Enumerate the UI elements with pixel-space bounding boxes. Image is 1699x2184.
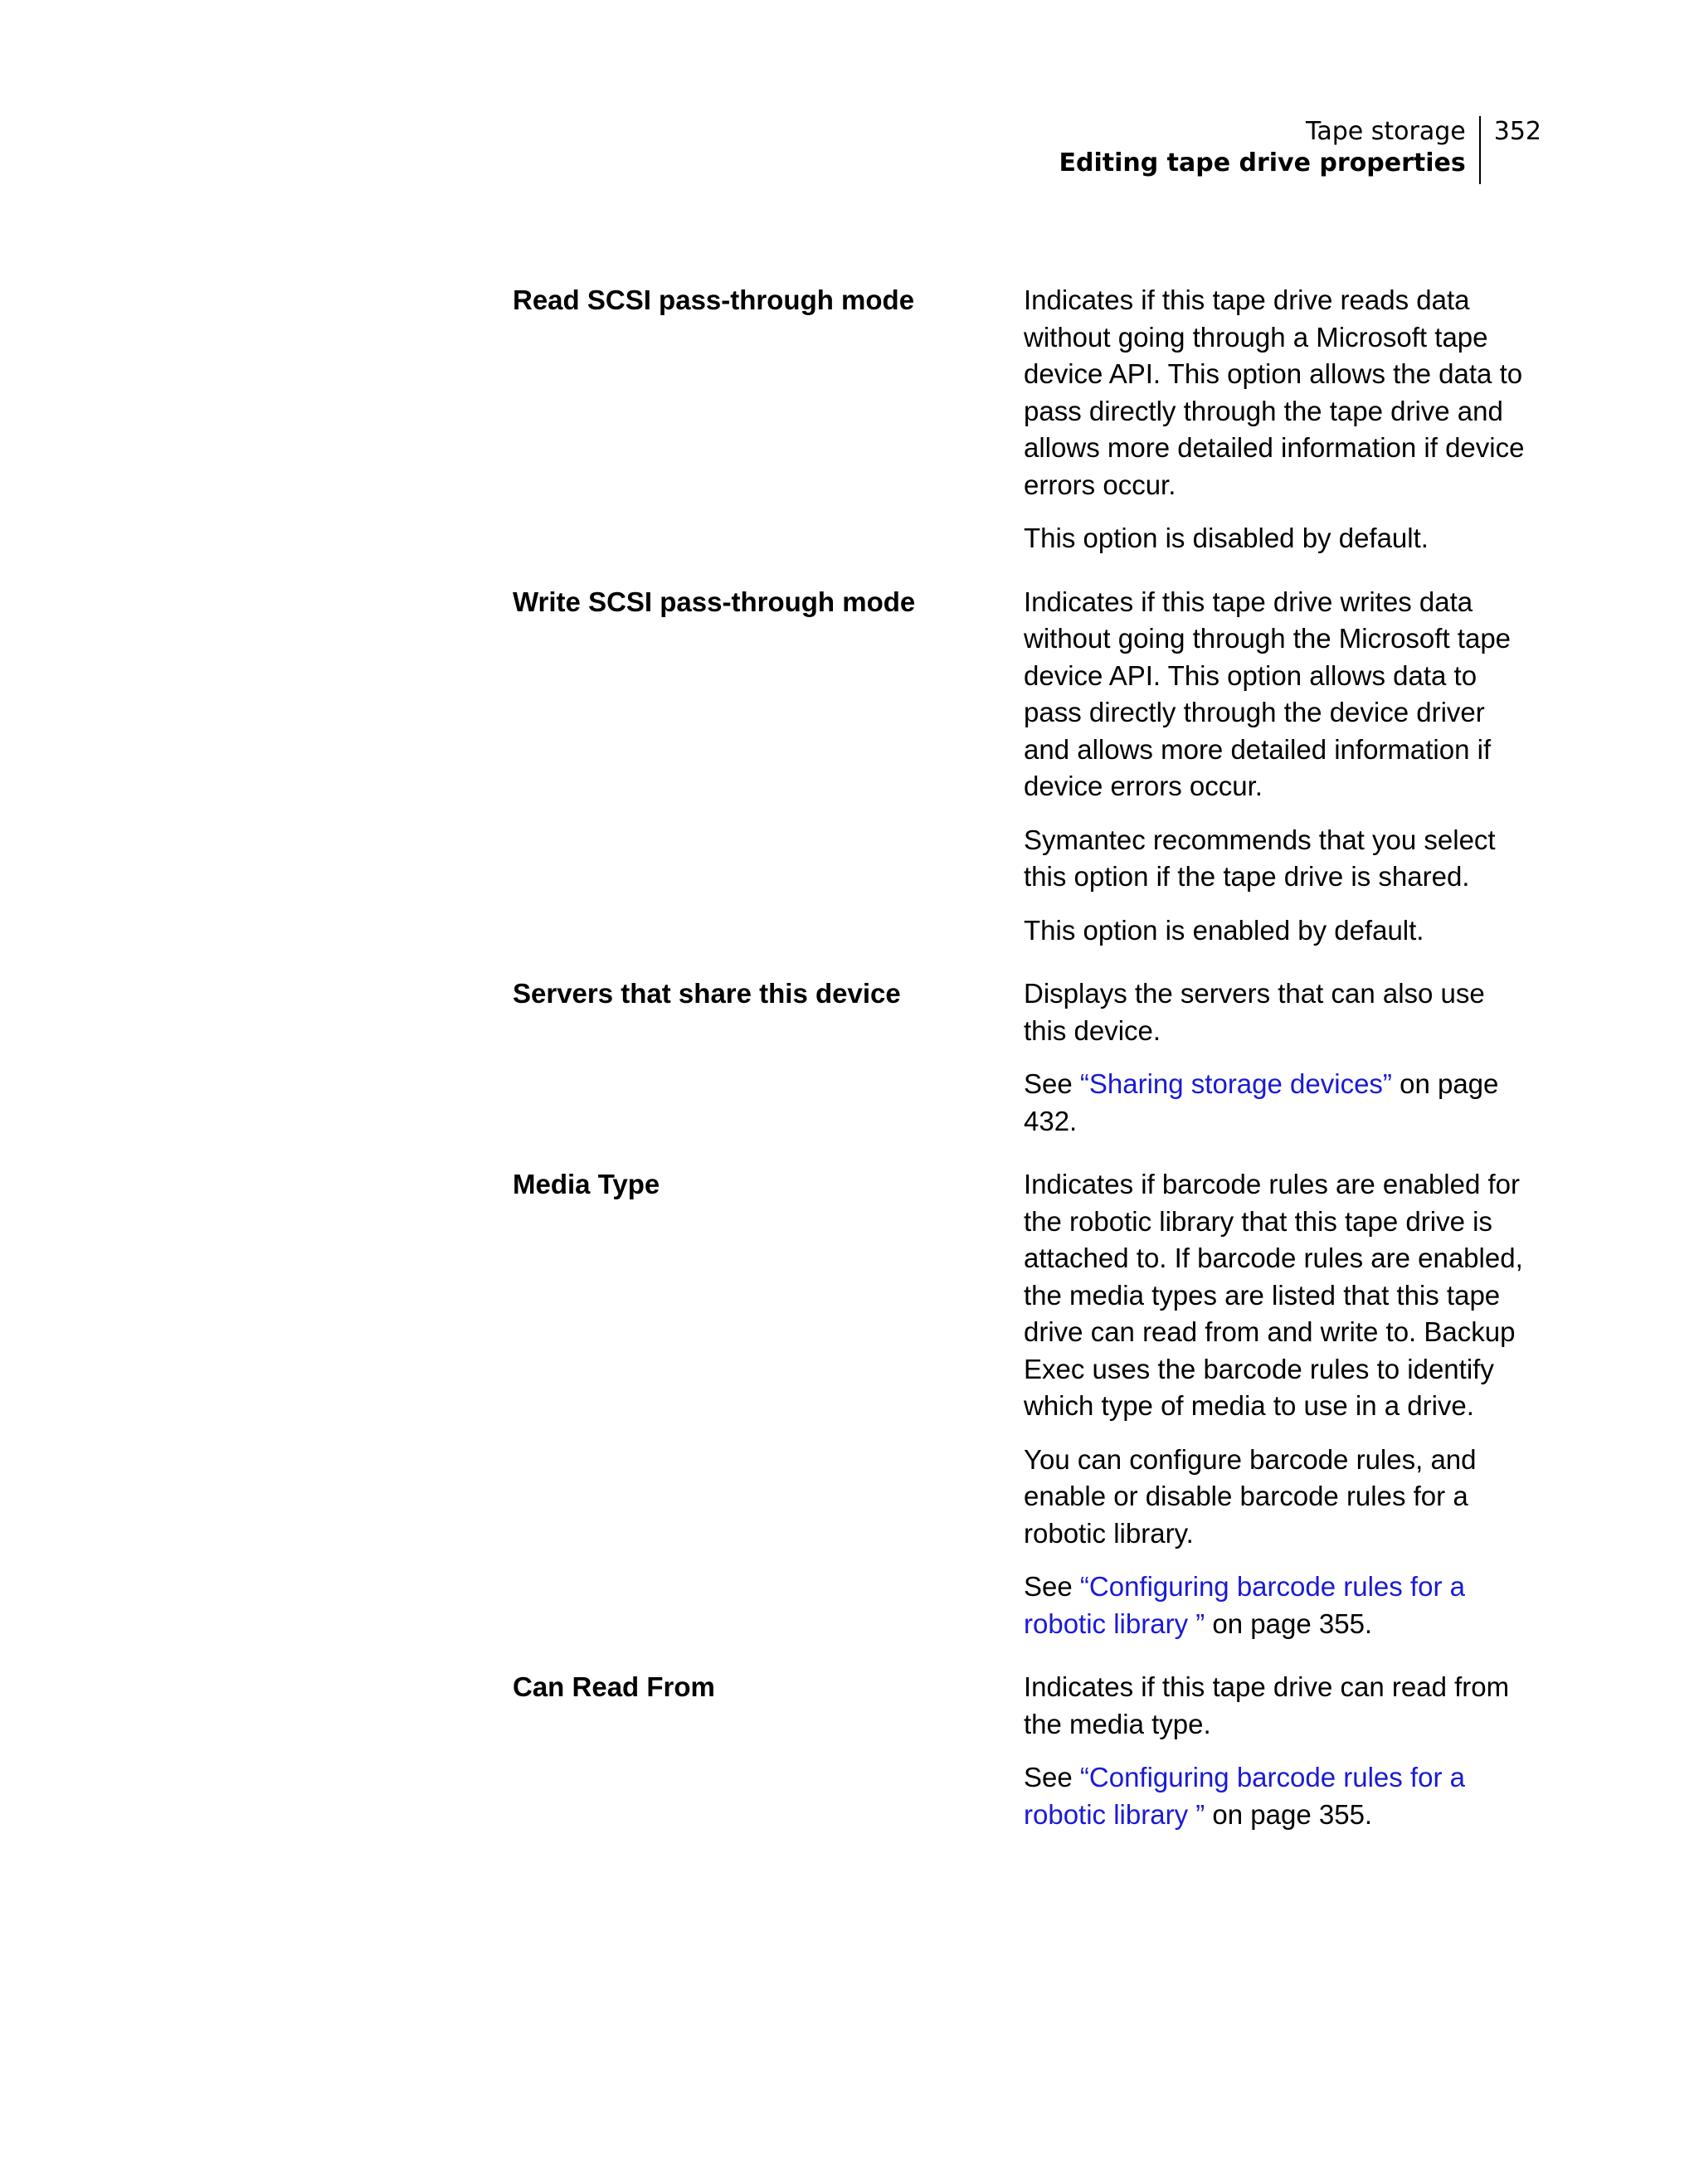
- property-table: [513, 282, 1525, 1860]
- see-page-suffix: on page 432.: [1024, 1068, 1499, 1136]
- property-term: Write SCSI pass-through mode: [513, 586, 916, 617]
- description-paragraph: Indicates if this tape drive writes data without going through the Microsoft tape device API. This option allows data to pass directly through the device driver and allows more detailed information if device errors occur.: [1024, 586, 1512, 801]
- cross-reference-link[interactable]: “Configuring barcode rules for a robotic library ”: [1024, 1762, 1465, 1830]
- property-row-write-scsi-pass-through: [513, 584, 1525, 950]
- property-term: Media Type: [513, 1169, 660, 1199]
- cross-reference-link[interactable]: “Sharing storage devices”: [1079, 1068, 1392, 1099]
- running-header: [1059, 116, 1542, 184]
- property-description: [1024, 1166, 1525, 1642]
- cross-reference-link[interactable]: “Configuring barcode rules for a robotic library ”: [1024, 1571, 1465, 1639]
- description-paragraph: Indicates if this tape drive reads data without going through a Microsoft tape device API. This option allows the data to pass directly through the tape drive and allows more detailed information if device errors occur.: [1024, 285, 1525, 500]
- property-description: [1024, 282, 1525, 557]
- header-titles: [1059, 116, 1481, 184]
- see-page-suffix: on page 355.: [1205, 1608, 1373, 1639]
- property-row-servers-that-share: [513, 975, 1525, 1140]
- description-paragraph: Indicates if this tape drive can read from the media type.: [1024, 1671, 1510, 1739]
- description-paragraph: Symantec recommends that you select this option if the tape drive is shared.: [1024, 824, 1496, 892]
- see-also-reference: [1024, 1569, 1525, 1642]
- see-prefix: See: [1024, 1571, 1080, 1602]
- description-paragraph: You can configure barcode rules, and enable or disable barcode rules for a robotic library.: [1024, 1443, 1477, 1549]
- property-term: Read SCSI pass-through mode: [513, 285, 915, 315]
- see-prefix: See: [1024, 1068, 1080, 1099]
- description-paragraph: This option is enabled by default.: [1024, 914, 1424, 946]
- property-term: Can Read From: [513, 1671, 715, 1702]
- see-also-reference: [1024, 1066, 1525, 1140]
- description-paragraph: Displays the servers that can also use this device.: [1024, 978, 1485, 1046]
- property-row-read-scsi-pass-through: [513, 282, 1525, 557]
- page-number: 352: [1493, 117, 1541, 146]
- description-paragraph: Indicates if barcode rules are enabled for the robotic library that this tape drive is attached to. If barcode rules are enabled, the media types are listed that this tape drive can read from and write to. Backup Exec uses the barcode rules to identify which type of media to use in a drive.: [1024, 1169, 1523, 1421]
- property-description: [1024, 975, 1525, 1140]
- see-page-suffix: on page 355.: [1205, 1798, 1373, 1830]
- description-paragraph: This option is disabled by default.: [1024, 523, 1429, 553]
- property-description: [1024, 1669, 1525, 1833]
- see-also-reference: [1024, 1759, 1525, 1833]
- property-description: [1024, 584, 1525, 950]
- section-title: Editing tape drive properties: [1059, 148, 1466, 178]
- property-row-media-type: [513, 1166, 1525, 1642]
- see-prefix: See: [1024, 1762, 1080, 1792]
- property-row-can-read-from: [513, 1669, 1525, 1833]
- property-term: Servers that share this device: [513, 978, 901, 1009]
- chapter-title: Tape storage: [1305, 117, 1466, 146]
